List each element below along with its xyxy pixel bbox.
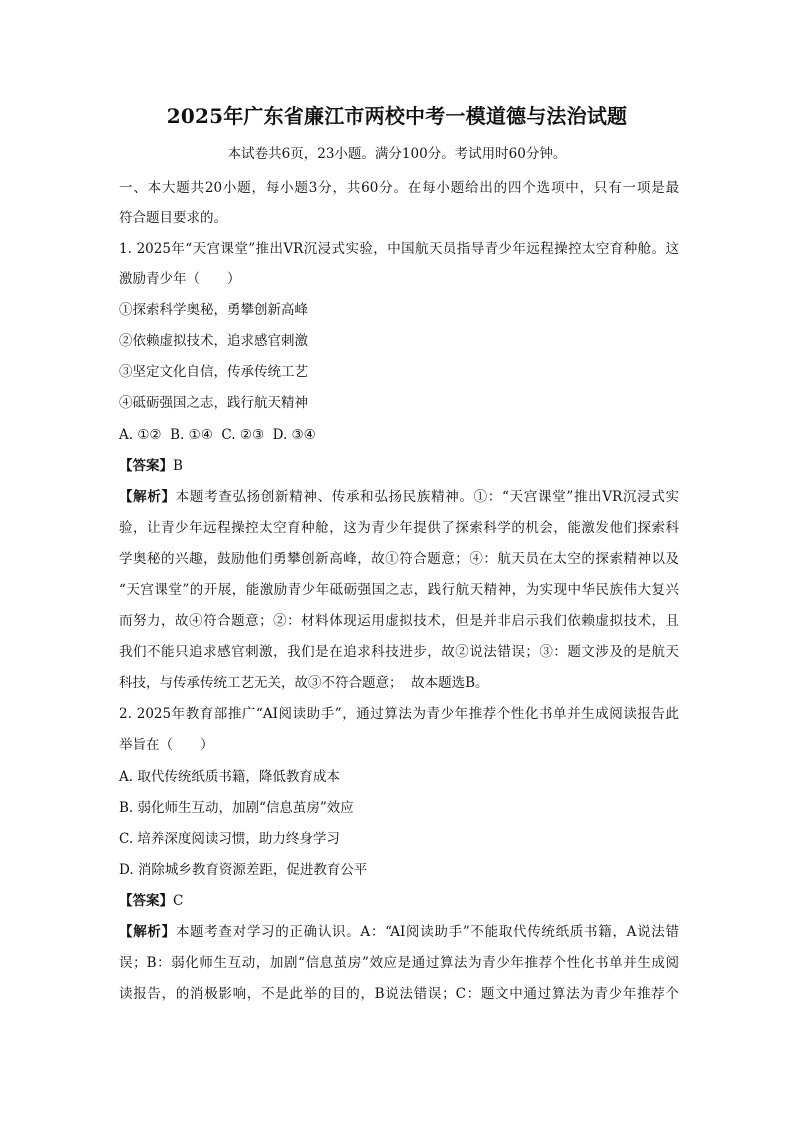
analysis-tag: 【解析】 xyxy=(119,489,176,505)
option-item: D. 消除城乡教育资源差距，促进教育公平 xyxy=(119,862,368,878)
exam-info: 本试卷共6页，23小题。满分100分。考试用时60分钟。 xyxy=(227,146,567,162)
statement-item: ④砥砺强国之志，践行航天精神 xyxy=(119,395,308,411)
analysis-text: 本题考查对学习的正确认识。A：“AI阅读助手”不能取代传统纸质书籍，A说法错 xyxy=(175,924,679,940)
statement-item: ②依赖虚拟技术，追求感官刺激 xyxy=(119,333,308,349)
option-item: B. 弱化师生互动，加剧“信息茧房”效应 xyxy=(119,800,354,816)
question-2-stem-line: 2. 2025年教育部推广“AI阅读助手”，通过算法为青少年推荐个性化书单并生成阅读报告此 xyxy=(119,706,679,722)
document-title: 2025年广东省廉江市两校中考一模道德与法治试题 xyxy=(166,104,628,128)
question-1-options: A. ①② B. ①④ C. ②③ D. ③④ xyxy=(119,427,316,443)
question-1-analysis-line: 科技，与传承传统工艺无关，故③不符合题意； 故本题选B。 xyxy=(119,675,489,691)
question-1-answer xyxy=(119,457,679,475)
option-item: A. 取代传统纸质书籍，降低教育成本 xyxy=(119,769,340,785)
question-1-analysis-line xyxy=(119,488,679,506)
section-heading-line: 一、本大题共20小题，每小题3分，共60分。在每小题给出的四个选项中，只有一项是最 xyxy=(119,180,679,196)
question-1-analysis-line: 学奥秘的兴趣，鼓励他们勇攀创新高峰，故①符合题意；④：航天员在太空的探索精神以及 xyxy=(119,551,679,567)
statement-item: ①探索科学奥秘，勇攀创新高峰 xyxy=(119,302,308,318)
option-item: C. 培养深度阅读习惯，助力终身学习 xyxy=(119,831,340,847)
answer-tag: 【答案】 xyxy=(119,458,173,474)
question-1-analysis-line: 验，让青少年远程操控太空育种舱，这为青少年提供了探索科学的机会，能激发他们探索科 xyxy=(119,520,679,536)
question-2-answer xyxy=(119,892,679,910)
question-1-stem-line: 1. 2025年“天宫课堂”推出VR沉浸式实验，中国航天员指导青少年远程操控太空育种舱。这 xyxy=(119,241,679,257)
question-2-stem-line: 举旨在（ ） xyxy=(119,737,214,753)
answer-value: B xyxy=(173,458,183,474)
question-2-analysis-line: 读报告，的消极影响，不是此举的目的，B说法错误；C：题文中通过算法为青少年推荐个 xyxy=(119,986,679,1002)
question-2-analysis-line: 误；B：弱化师生互动，加剧“信息茧房”效应是通过算法为青少年推荐个性化书单并生成阅 xyxy=(119,955,679,971)
section-heading-line: 符合题目要求的。 xyxy=(119,210,227,226)
question-1-analysis-line: 而努力，故④符合题意；②：材料体现运用虚拟技术，但是并非启示我们依赖虚拟技术，且 xyxy=(119,613,679,629)
analysis-text: 本题考查弘扬创新精神、传承和弘扬民族精神。①：“天宫课堂”推出VR沉浸式实 xyxy=(175,489,680,505)
answer-value: C xyxy=(173,893,184,909)
statement-item: ③坚定文化自信，传承传统工艺 xyxy=(119,364,308,380)
answer-tag: 【答案】 xyxy=(119,893,173,909)
question-1-stem-line: 激励青少年（ ） xyxy=(119,271,241,287)
question-2-analysis-line xyxy=(119,923,679,941)
question-1-analysis-line: 我们不能只追求感官刺激，我们是在追求科技进步，故②说法错误；③：题文涉及的是航天 xyxy=(119,644,679,660)
question-1-analysis-line: “天宫课堂”的开展，能激励青少年砥砺强国之志，践行航天精神，为实现中华民族伟大复兴 xyxy=(119,582,679,598)
analysis-tag: 【解析】 xyxy=(119,924,176,940)
